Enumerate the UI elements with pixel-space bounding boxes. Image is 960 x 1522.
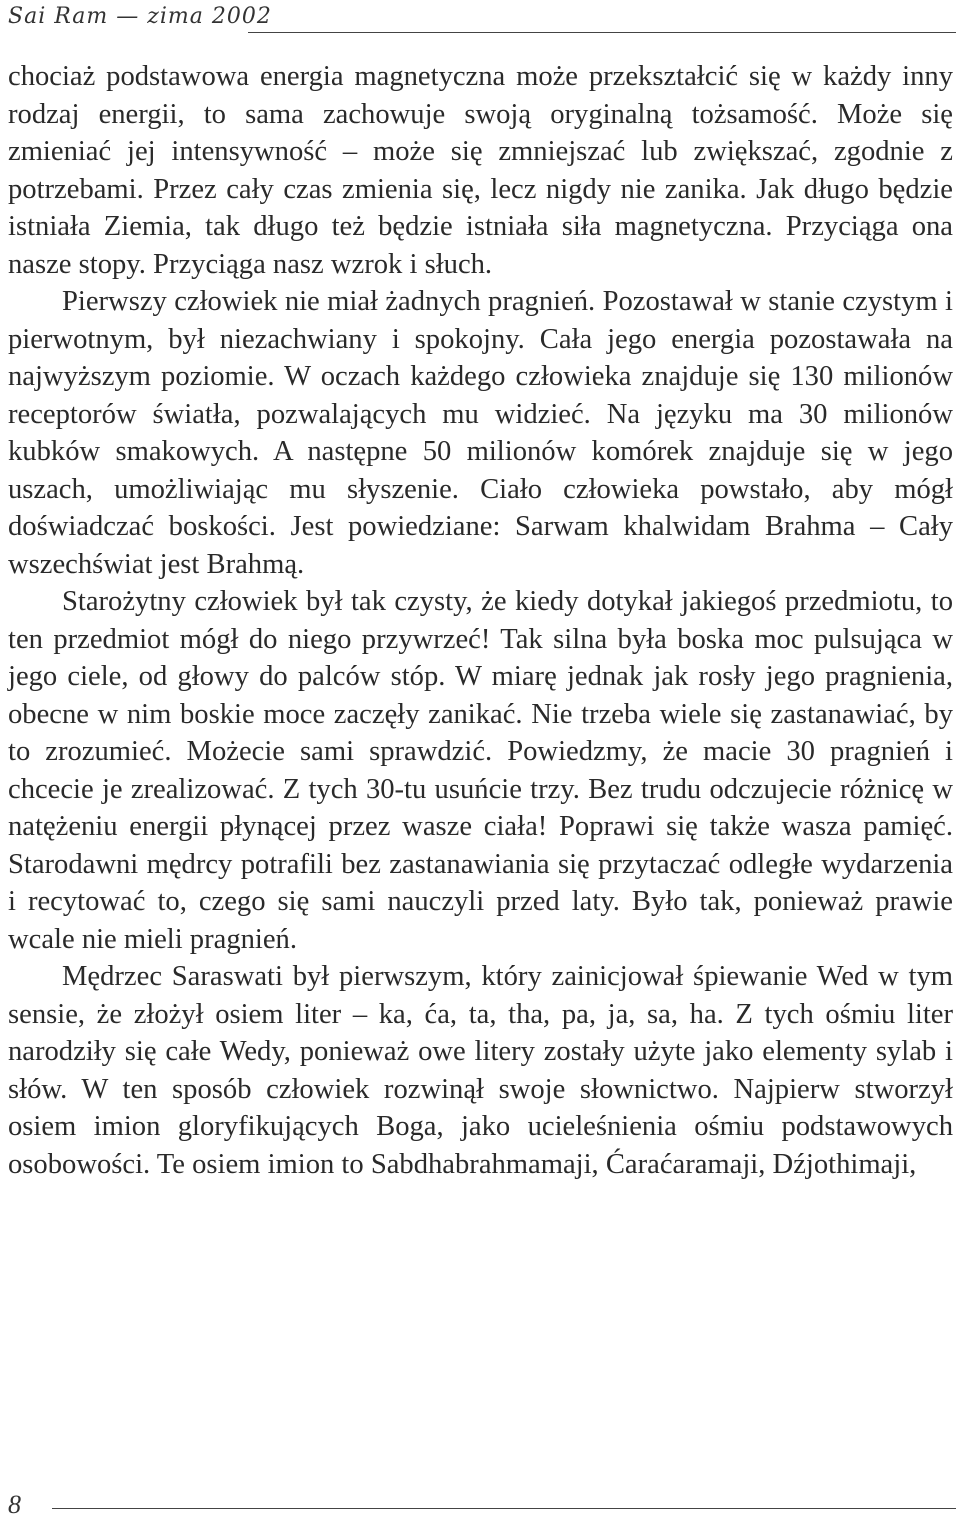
page-number: 8 <box>8 1490 21 1519</box>
paragraph-3: Starożytny człowiek był tak czysty, że kiedy dotykał jakiegoś przedmiotu, to ten przedmiot mógł do niego przywrzeć! Tak silna była boska moc pulsująca w jego ciele, od głowy do palców stóp. W miarę jednak jak rosły jego pragnienia, obecne w nim boskie moce zaczęły zanikać. Nie trzeba wiele się zastanawiać, by to zrozumieć. Możecie sami sprawdzić. Powiedzmy, że macie 30 pragnień i chcecie je zrealizować. Z tych 30-tu usuńcie trzy. Bez trudu odczujecie różnicę w natężeniu energii płynącej przez wasze ciała! Poprawi się także wasza pamięć. Starodawni mędrcy potrafili bez zastanawiania się przytaczać odległe wydarzenia i recytować to, czego się sami nauczyli przed laty. Było tak, ponieważ prawie wcale nie mieli pragnień. <box>8 586 953 955</box>
footer-rule <box>52 1508 956 1509</box>
running-header-title: Sai Ram — zima 2002 <box>8 4 272 29</box>
paragraph-1: chociaż podstawowa energia magnetyczna może przekształcić się w każdy inny rodzaj energii, to sama zachowuje swoją oryginalną tożsamość. Może się zmieniać jej intensywność – może się zmniejszać lub zwiększać, zgodnie z potrzebami. Przez cały czas zmienia się, lecz nigdy nie zanika. Jak długo będzie istniała Ziemia, tak długo też będzie istniała siła magnetyczna. Przyciąga ona nasze stopy. Przyciąga nasz wzrok i słuch. <box>8 61 953 280</box>
paragraph-2: Pierwszy człowiek nie miał żadnych pragnień. Pozostawał w stanie czystym i pierwotnym, był niezachwiany i spokojny. Cała jego energia pozostawała na najwyższym poziomie. W oczach każdego człowieka znajduje się 130 milionów receptorów światła, pozwalających mu widzieć. Na języku ma 30 milionów kubków smakowych. A następne 50 milionów komórek znajduje się w jego uszach, umożliwiając mu słyszenie. Ciało człowieka powstało, aby mógł doświadczać boskości. Jest powiedziane: Sarwam khalwidam Brahma – Cały wszechświat jest Brahmą. <box>8 286 953 580</box>
page-body-text <box>8 58 953 1183</box>
header-rule <box>248 32 956 33</box>
paragraph-4: Mędrzec Saraswati był pierwszym, który zainicjował śpiewanie Wed w tym sensie, że złożył osiem liter – ka, ća, ta, tha, pa, ja, sa, ha. Z tych ośmiu liter narodziły się całe Wedy, ponieważ owe litery zostały użyte jako elementy sylab i słów. W ten sposób człowiek rozwinął swoje słownictwo. Najpierw stworzył osiem imion gloryfikujących Boga, jako ucieleśnienia ośmiu podstawowych osobowości. Te osiem imion to Sabdhabrahmamaji, Ćaraćaramaji, Dźjothimaji, <box>8 961 953 1180</box>
